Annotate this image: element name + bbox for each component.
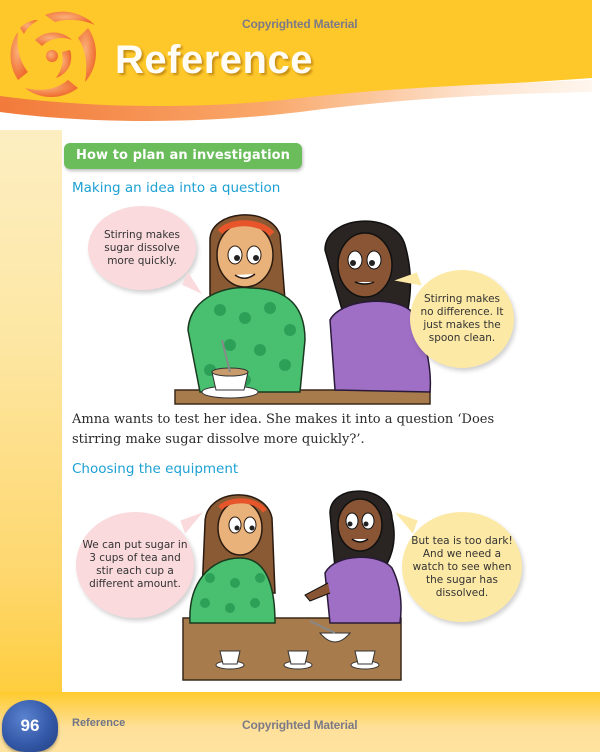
speech-bubble-friend-equipment: [402, 512, 522, 622]
body-paragraph: Amna wants to test her idea. She makes it into a question ‘Does stirring make sugar dissolve more quickly?’.: [72, 412, 495, 447]
bubble-text: But tea is too dark! And we need a watch to see when the sugar has dissolved.: [411, 534, 513, 599]
bubble-text: Stirring makes sugar dissolve more quickly.: [103, 228, 181, 267]
speech-bubble-amna-equipment: [76, 512, 194, 618]
section-pill: How to plan an investigation: [64, 143, 302, 169]
speech-bubble-amna: [88, 206, 196, 290]
bubble-text: We can put sugar in 3 cups of tea and stir each cup a different amount.: [82, 539, 188, 590]
speech-bubble-friend: [410, 270, 514, 368]
page-number-badge: 96: [2, 700, 58, 752]
copyright-notice-bottom: Copyrighted Material: [242, 718, 358, 732]
page-title: Reference: [115, 38, 313, 82]
right-page-edge: [592, 0, 600, 752]
bubble-text: Stirring makes no difference. It just makes the spoon clean.: [420, 293, 504, 344]
subheading-choosing-equipment: Choosing the equipment: [72, 461, 239, 477]
three-teacups-illustration: [180, 483, 405, 683]
header-banner: [0, 0, 592, 130]
copyright-notice-top: Copyrighted Material: [242, 17, 358, 31]
two-girls-stirring-tea-illustration: [170, 200, 440, 410]
left-margin-strip: [0, 90, 62, 700]
footer-section-label: Reference: [72, 717, 126, 729]
subheading-making-question: Making an idea into a question: [72, 180, 281, 196]
